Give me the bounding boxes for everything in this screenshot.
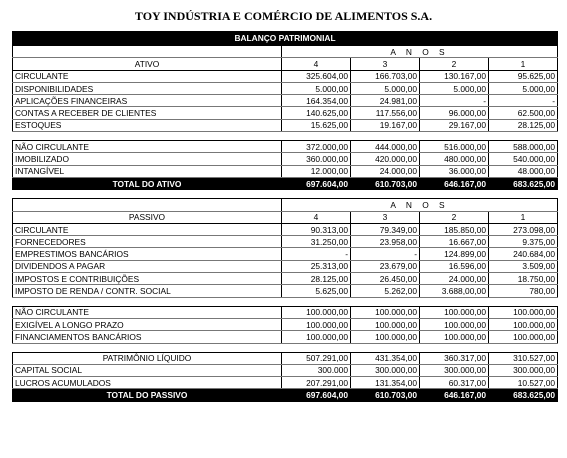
row-label: CIRCULANTE <box>13 70 282 82</box>
row-value: 5.000,00 <box>420 82 489 94</box>
total-row <box>13 389 558 401</box>
row-label: PATRIMÔNIO LÍQUIDO <box>13 352 282 364</box>
row-label: FORNECEDORES <box>13 236 282 248</box>
row-value: 3.509,00 <box>489 260 558 272</box>
year-header: 4 <box>282 58 351 70</box>
row-label: EXIGÍVEL A LONGO PRAZO <box>13 318 282 330</box>
table-row <box>13 377 558 389</box>
table-row <box>13 223 558 235</box>
row-value: 100.000,00 <box>489 318 558 330</box>
row-value: 480.000,00 <box>420 153 489 165</box>
row-value: 444.000,00 <box>351 141 420 153</box>
row-value: 140.625,00 <box>282 107 351 119</box>
table-row <box>13 331 558 343</box>
year-header: 4 <box>282 211 351 223</box>
section-gap <box>13 190 558 199</box>
row-value: 360.000,00 <box>282 153 351 165</box>
row-value: 164.354,00 <box>282 95 351 107</box>
row-value: 310.527,00 <box>489 352 558 364</box>
total-value: 610.703,00 <box>351 177 420 189</box>
year-header: 3 <box>351 211 420 223</box>
column-header-row <box>13 58 558 70</box>
year-header: 2 <box>420 58 489 70</box>
row-value: 360.317,00 <box>420 352 489 364</box>
row-value: 25.313,00 <box>282 260 351 272</box>
table-row <box>13 318 558 330</box>
row-value: 273.098,00 <box>489 223 558 235</box>
section-header: ATIVO <box>13 58 282 70</box>
table-row <box>13 153 558 165</box>
row-value: 18.750,00 <box>489 273 558 285</box>
table-row <box>13 273 558 285</box>
row-value: 95.625,00 <box>489 70 558 82</box>
row-value: 96.000,00 <box>420 107 489 119</box>
row-value: 431.354,00 <box>351 352 420 364</box>
row-value: 100.000,00 <box>282 318 351 330</box>
row-value: - <box>489 95 558 107</box>
row-value: 780,00 <box>489 285 558 297</box>
row-value: 12.000,00 <box>282 165 351 177</box>
table-row <box>13 248 558 260</box>
row-value: 240.684,00 <box>489 248 558 260</box>
row-label: ESTOQUES <box>13 119 282 131</box>
years-caption-row <box>13 46 558 58</box>
row-value: 3.688,00,00 <box>420 285 489 297</box>
table-row <box>13 70 558 82</box>
row-value: 185.850,00 <box>420 223 489 235</box>
column-header-row <box>13 211 558 223</box>
row-value: 100.000,00 <box>420 331 489 343</box>
row-value: 117.556,00 <box>351 107 420 119</box>
statement-title-row <box>13 31 558 46</box>
table-row <box>13 285 558 297</box>
row-value: 300.000 <box>282 364 351 376</box>
row-value: 372.000,00 <box>282 141 351 153</box>
row-value: 540.000,00 <box>489 153 558 165</box>
year-header: 3 <box>351 58 420 70</box>
row-value: 300.000,00 <box>351 364 420 376</box>
row-label: NÃO CIRCULANTE <box>13 306 282 318</box>
section-gap <box>13 132 558 141</box>
row-value: 131.354,00 <box>351 377 420 389</box>
gap-cell <box>13 132 558 141</box>
row-label: IMPOSTO DE RENDA / CONTR. SOCIAL <box>13 285 282 297</box>
row-value: 16.667,00 <box>420 236 489 248</box>
row-label: FINANCIAMENTOS BANCÁRIOS <box>13 331 282 343</box>
row-value: 5.000,00 <box>282 82 351 94</box>
table-row <box>13 306 558 318</box>
row-value: 507.291,00 <box>282 352 351 364</box>
row-value: 60.317,00 <box>420 377 489 389</box>
section-header: PASSIVO <box>13 211 282 223</box>
total-value: 610.703,00 <box>351 389 420 401</box>
year-header: 2 <box>420 211 489 223</box>
row-value: 24.981,00 <box>351 95 420 107</box>
total-value: 683.625,00 <box>489 389 558 401</box>
row-value: 28.125,00 <box>282 273 351 285</box>
row-label: DIVIDENDOS A PAGAR <box>13 260 282 272</box>
total-row <box>13 177 558 189</box>
blank-cell <box>13 199 282 211</box>
row-label: DISPONIBILIDADES <box>13 82 282 94</box>
row-value: 23.679,00 <box>351 260 420 272</box>
row-value: 124.899,00 <box>420 248 489 260</box>
row-value: 420.000,00 <box>351 153 420 165</box>
table-row <box>13 82 558 94</box>
row-value: 19.167,00 <box>351 119 420 131</box>
total-value: 646.167,00 <box>420 389 489 401</box>
row-value: 516.000,00 <box>420 141 489 153</box>
row-value: - <box>282 248 351 260</box>
row-value: 5.262,00 <box>351 285 420 297</box>
company-name: TOY INDÚSTRIA E COMÉRCIO DE ALIMENTOS S.A. <box>134 9 433 23</box>
row-value: 90.313,00 <box>282 223 351 235</box>
total-label: TOTAL DO PASSIVO <box>13 389 282 401</box>
total-value: 683.625,00 <box>489 177 558 189</box>
row-value: 100.000,00 <box>489 306 558 318</box>
row-value: 5.625,00 <box>282 285 351 297</box>
total-value: 646.167,00 <box>420 177 489 189</box>
row-label: IMOBILIZADO <box>13 153 282 165</box>
row-label: CAPITAL SOCIAL <box>13 364 282 376</box>
row-value: 16.596,00 <box>420 260 489 272</box>
row-value: 100.000,00 <box>351 331 420 343</box>
row-value: 300.000,00 <box>489 364 558 376</box>
table-row <box>13 352 558 364</box>
gap-cell <box>13 297 558 306</box>
row-value: 15.625,00 <box>282 119 351 131</box>
row-value: 5.000,00 <box>351 82 420 94</box>
row-value: 588.000,00 <box>489 141 558 153</box>
blank-cell <box>13 46 282 58</box>
row-value: 31.250,00 <box>282 236 351 248</box>
row-value: 79.349,00 <box>351 223 420 235</box>
years-caption-row <box>13 199 558 211</box>
table-row <box>13 236 558 248</box>
row-value: 100.000,00 <box>282 331 351 343</box>
row-value: 23.958,00 <box>351 236 420 248</box>
row-label: INTANGÍVEL <box>13 165 282 177</box>
row-label: APLICAÇÕES FINANCEIRAS <box>13 95 282 107</box>
total-label: TOTAL DO ATIVO <box>13 177 282 189</box>
row-label: CIRCULANTE <box>13 223 282 235</box>
row-value: 28.125,00 <box>489 119 558 131</box>
row-value: 9.375,00 <box>489 236 558 248</box>
row-value: 300.000,00 <box>420 364 489 376</box>
row-label: LUCROS ACUMULADOS <box>13 377 282 389</box>
row-value: 10.527,00 <box>489 377 558 389</box>
row-value: 100.000,00 <box>351 306 420 318</box>
total-value: 697.604,00 <box>282 389 351 401</box>
row-value: 36.000,00 <box>420 165 489 177</box>
row-value: - <box>420 95 489 107</box>
row-value: 207.291,00 <box>282 377 351 389</box>
row-label: NÃO CIRCULANTE <box>13 141 282 153</box>
row-value: 48.000,00 <box>489 165 558 177</box>
balance-sheet-table <box>12 31 558 402</box>
row-value: 29.167,00 <box>420 119 489 131</box>
row-value: 24.000,00 <box>420 273 489 285</box>
row-label: EMPRESTIMOS BANCÁRIOS <box>13 248 282 260</box>
year-header: 1 <box>489 58 558 70</box>
row-value: 62.500,00 <box>489 107 558 119</box>
table-row <box>13 141 558 153</box>
table-row <box>13 95 558 107</box>
row-value: - <box>351 248 420 260</box>
table-row <box>13 107 558 119</box>
row-label: CONTAS A RECEBER DE CLIENTES <box>13 107 282 119</box>
row-value: 100.000,00 <box>420 318 489 330</box>
total-value: 697.604,00 <box>282 177 351 189</box>
row-label: IMPOSTOS E CONTRIBUIÇÕES <box>13 273 282 285</box>
table-row <box>13 119 558 131</box>
table-row <box>13 165 558 177</box>
row-value: 24.000,00 <box>351 165 420 177</box>
gap-cell <box>13 343 558 352</box>
row-value: 5.000,00 <box>489 82 558 94</box>
row-value: 100.000,00 <box>351 318 420 330</box>
table-row <box>13 260 558 272</box>
table-row <box>13 364 558 376</box>
section-gap <box>13 297 558 306</box>
gap-cell <box>13 190 558 199</box>
year-header: 1 <box>489 211 558 223</box>
years-caption: A N O S <box>282 46 558 58</box>
row-value: 325.604,00 <box>282 70 351 82</box>
row-value: 100.000,00 <box>420 306 489 318</box>
years-caption: A N O S <box>282 199 558 211</box>
row-value: 166.703,00 <box>351 70 420 82</box>
row-value: 100.000,00 <box>489 331 558 343</box>
row-value: 26.450,00 <box>351 273 420 285</box>
row-value: 130.167,00 <box>420 70 489 82</box>
row-value: 100.000,00 <box>282 306 351 318</box>
section-gap <box>13 343 558 352</box>
statement-title: BALANÇO PATRIMONIAL <box>13 31 558 46</box>
